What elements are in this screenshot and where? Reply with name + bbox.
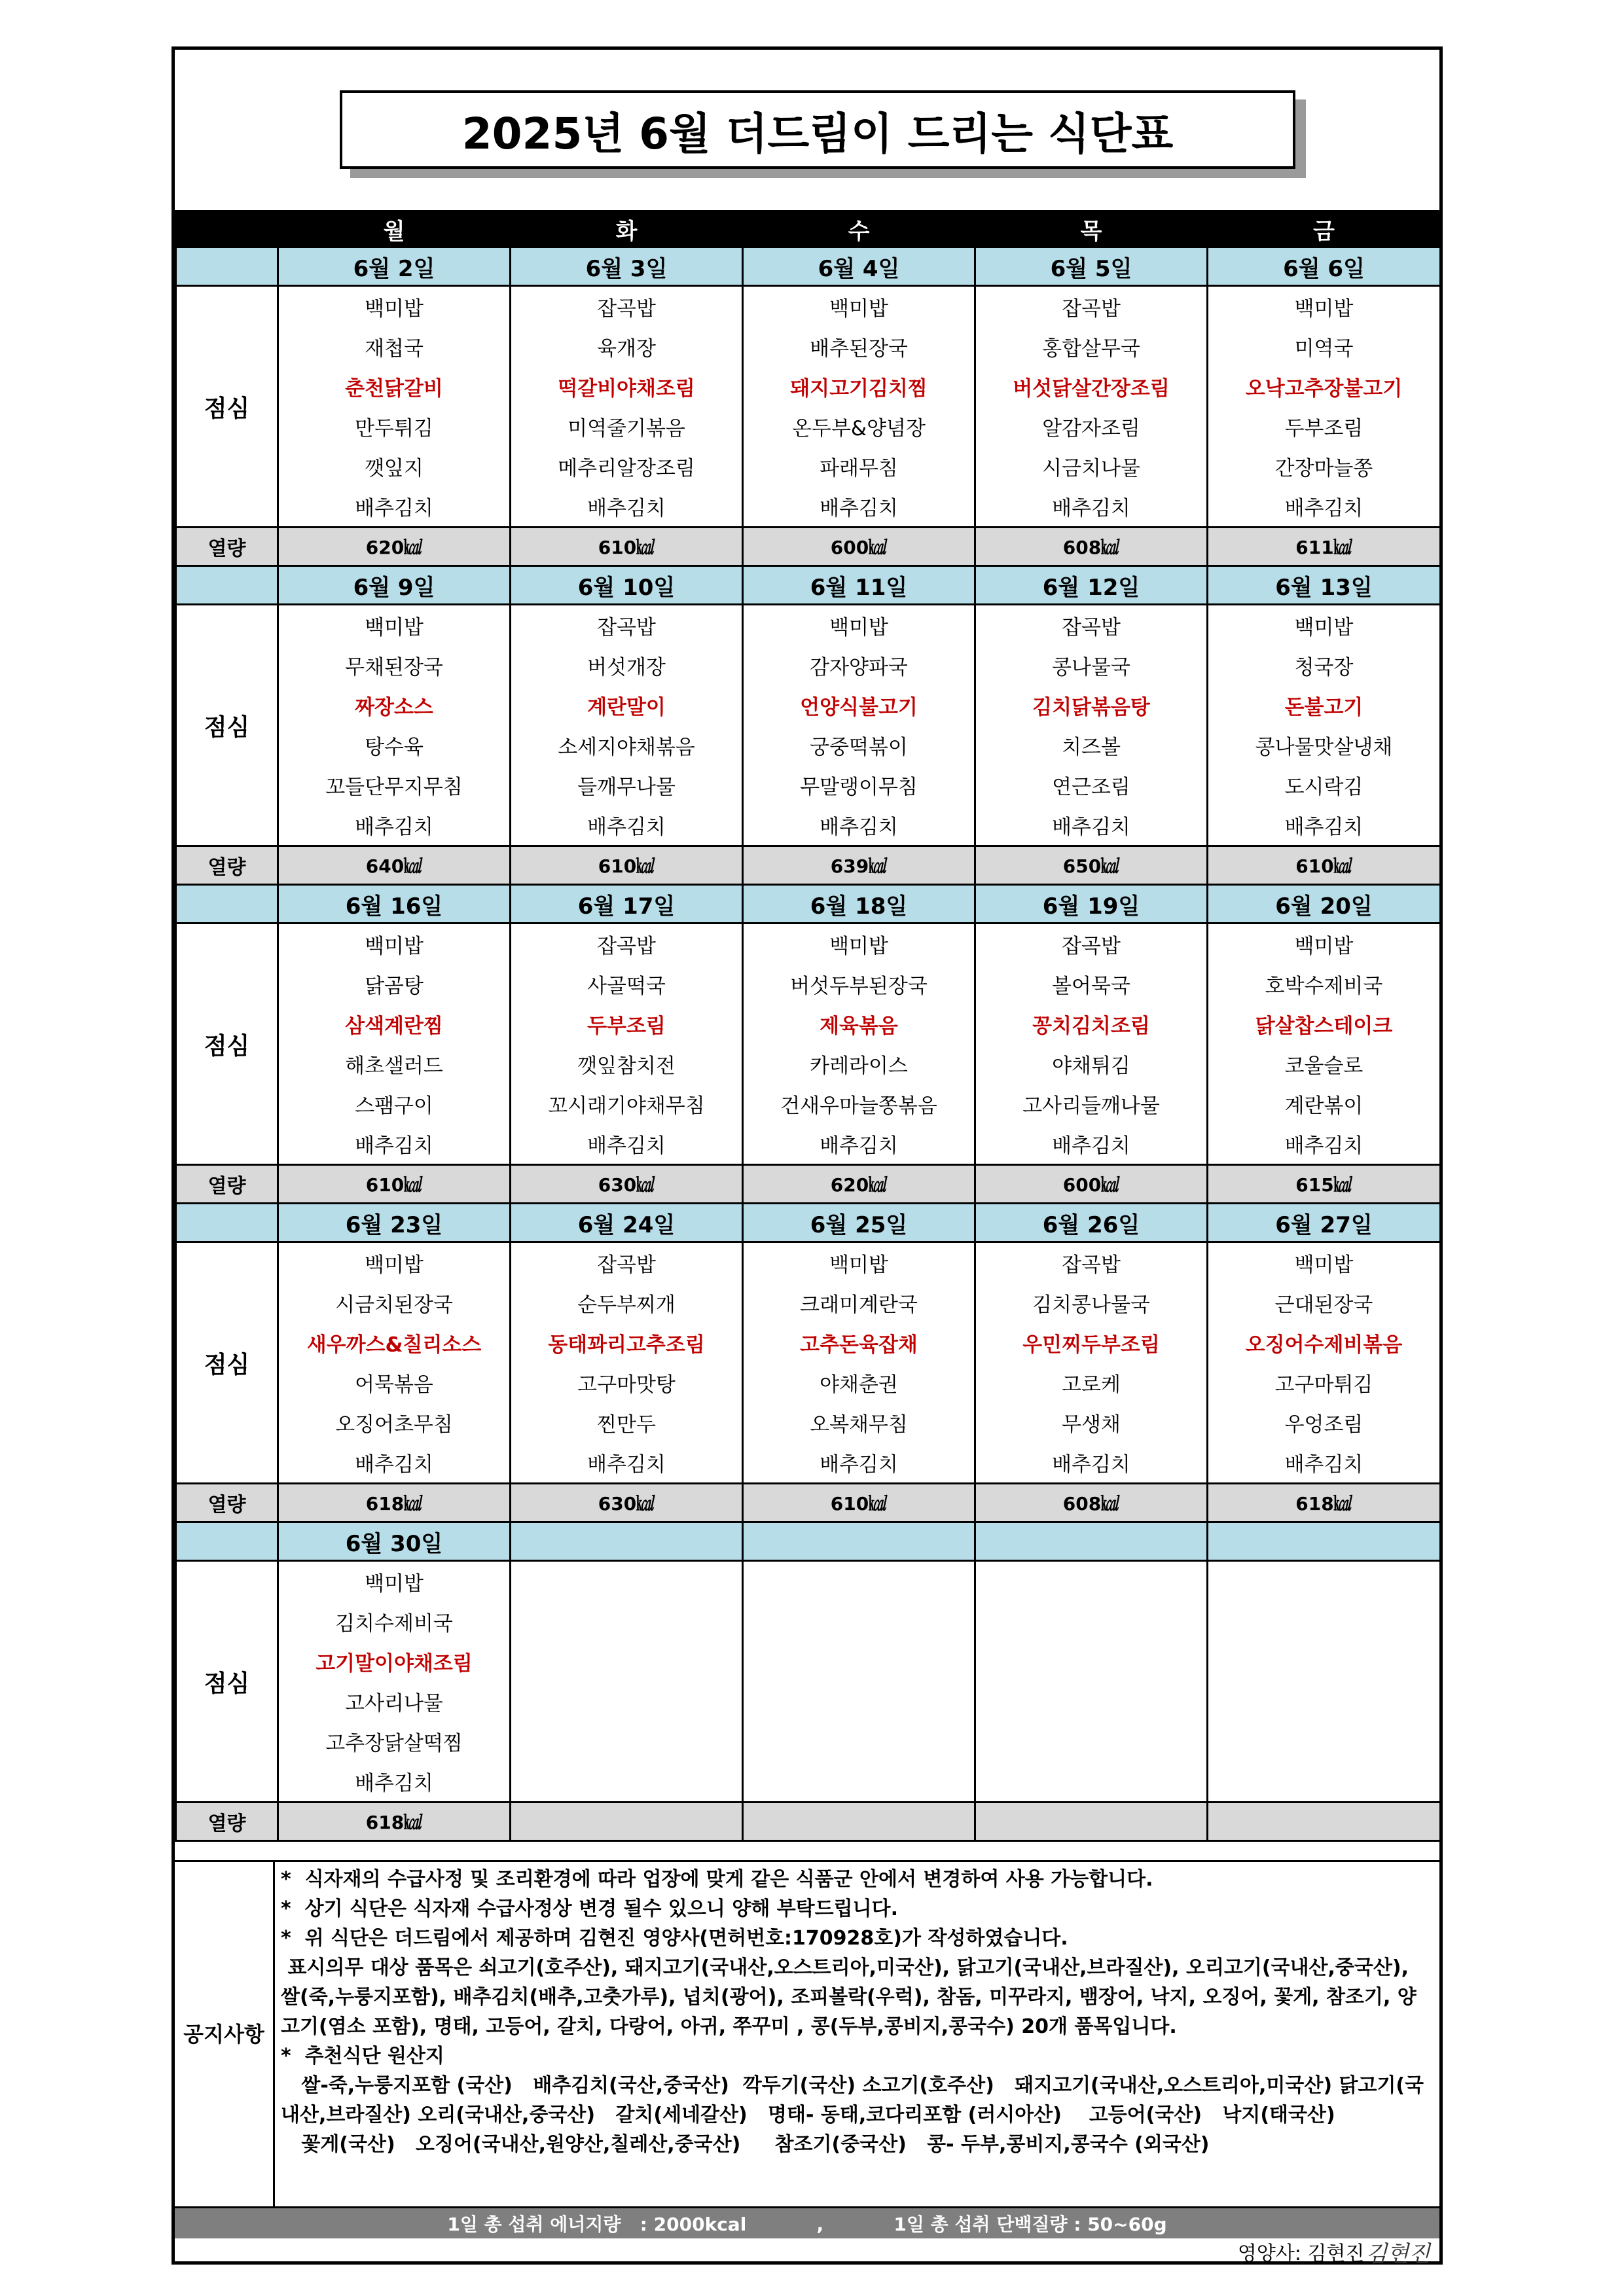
calorie-cell xyxy=(975,1803,1208,1841)
menu-item: 잡곡밥 xyxy=(975,1242,1208,1283)
menu-item: 무채된장국 xyxy=(278,645,511,685)
calorie-label: 열량 xyxy=(176,1803,278,1841)
corner-cell xyxy=(176,211,278,247)
menu-item: 볼어묵국 xyxy=(975,964,1208,1004)
menu-item: 잡곡밥 xyxy=(975,286,1208,327)
menu-item: 파래무침 xyxy=(743,446,975,486)
calorie-cell: 620㎉ xyxy=(743,1165,975,1204)
menu-row xyxy=(176,1124,1441,1165)
menu-item: 연근조림 xyxy=(975,765,1208,805)
menu-item: 고추장닭살떡찜 xyxy=(278,1721,511,1761)
page-title: 2025년 6월 더드림이 드리는 식단표 xyxy=(340,90,1295,169)
calorie-row xyxy=(176,1484,1441,1522)
menu-item: 배추김치 xyxy=(278,486,511,528)
menu-item: 오징어초무침 xyxy=(278,1403,511,1443)
menu-item: 청국장 xyxy=(1208,645,1441,685)
menu-row xyxy=(176,1004,1441,1044)
menu-item: 고구마튀김 xyxy=(1208,1363,1441,1403)
date-cell: 6월 26일 xyxy=(975,1204,1208,1242)
notice-line: 표시의무 대상 품목은 쇠고기(호주산), 돼지고기(국내산,오스트리아,미국산), 닭고기(국내산,브라질산), 오리고기(국내산,중국산), 쌀(죽,누룽지포함), 배추김치(배추,고춧가루), 넙치(광어), 조피볼락(우럭), 참돔, 미꾸라지, 뱀장어, 낙지, 오징어, 꽃게, 참조기, 양고기(염소 포함), 명태, 고등어, 갈치, 다랑어, 아귀, 쭈꾸미 , 콩(두부,콩비지,콩국수) 20개 품목입니다. xyxy=(281,1956,1416,2038)
menu-item: 백미밥 xyxy=(1208,1242,1441,1283)
menu-item xyxy=(975,1721,1208,1761)
menu-item: 무말랭이무침 xyxy=(743,765,975,805)
lunch-label: 점심 xyxy=(176,1242,278,1484)
menu-item: 배추김치 xyxy=(743,1443,975,1484)
menu-item: 재첩국 xyxy=(278,327,511,367)
menu-item xyxy=(511,1761,743,1803)
menu-item: 고로케 xyxy=(975,1363,1208,1403)
calorie-cell: 630㎉ xyxy=(511,1165,743,1204)
menu-item xyxy=(1208,1681,1441,1721)
date-row-blank xyxy=(176,1204,278,1242)
menu-item: 배추김치 xyxy=(278,1761,511,1803)
menu-item: 순두부찌개 xyxy=(511,1283,743,1323)
menu-item: 알감자조림 xyxy=(975,406,1208,446)
menu-item: 버섯두부된장국 xyxy=(743,964,975,1004)
calorie-label: 열량 xyxy=(176,1165,278,1204)
menu-item: 깻잎지 xyxy=(278,446,511,486)
menu-item: 근대된장국 xyxy=(1208,1283,1441,1323)
menu-row xyxy=(176,685,1441,725)
calorie-cell: 610㎉ xyxy=(743,1484,975,1522)
menu-item xyxy=(975,1602,1208,1641)
day-header-cell: 월 xyxy=(278,211,511,247)
menu-row xyxy=(176,964,1441,1004)
menu-item xyxy=(1208,1561,1441,1602)
menu-item: 백미밥 xyxy=(1208,924,1441,965)
menu-row xyxy=(176,924,1441,965)
menu-item: 배추김치 xyxy=(511,1124,743,1165)
menu-item: 동태꽈리고추조림 xyxy=(511,1323,743,1363)
menu-item: 백미밥 xyxy=(278,605,511,646)
notice-label-line: 사항 xyxy=(224,2022,264,2047)
menu-item: 꼬들단무지무침 xyxy=(278,765,511,805)
menu-item: 오복채무침 xyxy=(743,1403,975,1443)
menu-item: 백미밥 xyxy=(278,286,511,327)
menu-item: 제육볶음 xyxy=(743,1004,975,1044)
day-header-cell: 금 xyxy=(1208,211,1441,247)
calorie-cell: 615㎉ xyxy=(1208,1165,1441,1204)
menu-item: 미역줄기볶음 xyxy=(511,406,743,446)
notice-section xyxy=(175,1860,1439,2208)
menu-item: 콩나물국 xyxy=(975,645,1208,685)
menu-row xyxy=(176,286,1441,327)
calorie-cell: 600㎉ xyxy=(743,528,975,566)
menu-row xyxy=(176,446,1441,486)
calorie-cell: 610㎉ xyxy=(1208,846,1441,885)
date-cell: 6월 5일 xyxy=(975,247,1208,286)
menu-item: 백미밥 xyxy=(278,1242,511,1283)
calorie-row xyxy=(176,1803,1441,1841)
menu-item: 잡곡밥 xyxy=(975,924,1208,965)
menu-row xyxy=(176,367,1441,406)
menu-item: 치즈볼 xyxy=(975,725,1208,765)
menu-item xyxy=(743,1761,975,1803)
menu-item: 춘천닭갈비 xyxy=(278,367,511,406)
day-header-row xyxy=(176,211,1441,247)
menu-row xyxy=(176,1084,1441,1124)
date-row xyxy=(176,566,1441,605)
menu-item: 찐만두 xyxy=(511,1403,743,1443)
menu-item: 메추리알장조림 xyxy=(511,446,743,486)
notice-line: * 위 식단은 더드림에서 제공하며 김현진 영양사(면허번호:170928호)가 작성하였습니다. xyxy=(281,1927,1068,1950)
menu-item: 간장마늘쫑 xyxy=(1208,446,1441,486)
menu-row xyxy=(176,406,1441,446)
menu-item: 깻잎참치전 xyxy=(511,1044,743,1084)
menu-item: 돼지고기김치찜 xyxy=(743,367,975,406)
menu-row xyxy=(176,1561,1441,1602)
menu-item: 배추김치 xyxy=(975,1443,1208,1484)
menu-item: 야채춘권 xyxy=(743,1363,975,1403)
menu-item xyxy=(511,1641,743,1681)
menu-item xyxy=(511,1561,743,1602)
calorie-cell: 610㎉ xyxy=(511,846,743,885)
calorie-cell: 610㎉ xyxy=(511,528,743,566)
menu-item: 홍합살무국 xyxy=(975,327,1208,367)
menu-item: 배추김치 xyxy=(975,1124,1208,1165)
menu-row xyxy=(176,1761,1441,1803)
menu-row xyxy=(176,1044,1441,1084)
menu-sheet xyxy=(171,46,1443,2265)
menu-item: 잡곡밥 xyxy=(511,605,743,646)
menu-item xyxy=(743,1561,975,1602)
date-cell xyxy=(1208,1522,1441,1561)
day-header-cell: 화 xyxy=(511,211,743,247)
menu-row xyxy=(176,1363,1441,1403)
menu-item xyxy=(975,1681,1208,1721)
menu-item: 배추김치 xyxy=(975,486,1208,528)
menu-item: 시금치된장국 xyxy=(278,1283,511,1323)
notice-line: 쌀-죽,누룽지포함 (국산) 배추김치(국산,중국산) 깍두기(국산) 소고기(호주산) 돼지고기(국내산,오스트리아,미국산) 닭고기(국내산,브라질산) 오리(국내산,중국산) 갈치(세네갈산) 명태- 동태,코다리포함 (러시아산) 고등어(국산) 낙지(태국산) xyxy=(281,2074,1424,2126)
menu-item xyxy=(975,1561,1208,1602)
menu-item xyxy=(1208,1641,1441,1681)
date-cell: 6월 30일 xyxy=(278,1522,511,1561)
calorie-cell: 611㎉ xyxy=(1208,528,1441,566)
menu-item: 만두튀김 xyxy=(278,406,511,446)
menu-item: 계란말이 xyxy=(511,685,743,725)
menu-item: 배추김치 xyxy=(278,1443,511,1484)
calorie-cell: 618㎉ xyxy=(278,1803,511,1841)
menu-row xyxy=(176,1443,1441,1484)
menu-row xyxy=(176,327,1441,367)
date-row-blank xyxy=(176,1522,278,1561)
menu-item: 백미밥 xyxy=(1208,605,1441,646)
menu-item xyxy=(511,1721,743,1761)
menu-item: 건새우마늘쫑볶음 xyxy=(743,1084,975,1124)
calorie-row xyxy=(176,1165,1441,1204)
menu-item xyxy=(1208,1761,1441,1803)
menu-item: 배추김치 xyxy=(743,805,975,846)
lunch-label: 점심 xyxy=(176,1561,278,1803)
date-row-blank xyxy=(176,885,278,924)
menu-row xyxy=(176,1641,1441,1681)
daily-intake-bar: 1일 총 섭취 에너지량 : 2000kcal , 1일 총 섭취 단백질량 : 50~60g xyxy=(175,2208,1439,2238)
calorie-cell: 630㎉ xyxy=(511,1484,743,1522)
date-cell: 6월 25일 xyxy=(743,1204,975,1242)
menu-item: 돈불고기 xyxy=(1208,685,1441,725)
calorie-cell: 639㎉ xyxy=(743,846,975,885)
menu-item: 계란볶이 xyxy=(1208,1084,1441,1124)
date-cell: 6월 13일 xyxy=(1208,566,1441,605)
menu-item: 스팸구이 xyxy=(278,1084,511,1124)
menu-item: 배추김치 xyxy=(743,1124,975,1165)
date-cell: 6월 24일 xyxy=(511,1204,743,1242)
menu-item: 우민찌두부조림 xyxy=(975,1323,1208,1363)
calorie-row xyxy=(176,528,1441,566)
menu-item: 배추김치 xyxy=(511,486,743,528)
calorie-cell: 620㎉ xyxy=(278,528,511,566)
menu-item: 해초샐러드 xyxy=(278,1044,511,1084)
menu-item: 백미밥 xyxy=(278,1561,511,1602)
menu-item xyxy=(511,1681,743,1721)
menu-item: 꽁치김치조림 xyxy=(975,1004,1208,1044)
menu-item: 버섯개장 xyxy=(511,645,743,685)
menu-row xyxy=(176,645,1441,685)
date-cell: 6월 23일 xyxy=(278,1204,511,1242)
menu-item xyxy=(975,1641,1208,1681)
menu-item: 도시락김 xyxy=(1208,765,1441,805)
menu-item: 궁중떡볶이 xyxy=(743,725,975,765)
date-cell: 6월 2일 xyxy=(278,247,511,286)
date-row xyxy=(176,1522,1441,1561)
calorie-label: 열량 xyxy=(176,846,278,885)
menu-item: 짜장소스 xyxy=(278,685,511,725)
lunch-label: 점심 xyxy=(176,286,278,528)
notice-line: 꽃게(국산) 오징어(국내산,원양산,칠레산,중국산) 참조기(중국산) 콩- 두부,콩비지,콩국수 (외국산) xyxy=(281,2133,1210,2156)
menu-item xyxy=(1208,1721,1441,1761)
menu-item: 김치수제비국 xyxy=(278,1602,511,1641)
calorie-cell: 608㎉ xyxy=(975,528,1208,566)
calorie-cell xyxy=(511,1803,743,1841)
notice-line: * 상기 식단은 식자재 수급사정상 변경 될수 있으니 양해 부탁드립니다. xyxy=(281,1897,898,1920)
menu-row xyxy=(176,1681,1441,1721)
date-row xyxy=(176,247,1441,286)
menu-item: 육개장 xyxy=(511,327,743,367)
date-cell: 6월 27일 xyxy=(1208,1204,1441,1242)
menu-row xyxy=(176,1242,1441,1283)
menu-item: 김치콩나물국 xyxy=(975,1283,1208,1323)
menu-item: 어묵볶음 xyxy=(278,1363,511,1403)
menu-item: 배추김치 xyxy=(975,805,1208,846)
menu-item xyxy=(743,1681,975,1721)
menu-item: 백미밥 xyxy=(743,1242,975,1283)
menu-item: 배추김치 xyxy=(1208,1443,1441,1484)
calorie-cell xyxy=(1208,1803,1441,1841)
menu-item: 야채튀김 xyxy=(975,1044,1208,1084)
menu-item: 코울슬로 xyxy=(1208,1044,1441,1084)
date-row xyxy=(176,1204,1441,1242)
date-row-blank xyxy=(176,247,278,286)
menu-item: 미역국 xyxy=(1208,327,1441,367)
menu-item xyxy=(975,1761,1208,1803)
date-row xyxy=(176,885,1441,924)
day-header-cell: 수 xyxy=(743,211,975,247)
date-cell: 6월 18일 xyxy=(743,885,975,924)
menu-item: 잡곡밥 xyxy=(511,286,743,327)
menu-item: 오낙고추장불고기 xyxy=(1208,367,1441,406)
calorie-cell: 608㎉ xyxy=(975,1484,1208,1522)
calorie-cell: 618㎉ xyxy=(278,1484,511,1522)
menu-item: 백미밥 xyxy=(1208,286,1441,327)
menu-item: 새우까스&칠리소스 xyxy=(278,1323,511,1363)
date-cell: 6월 17일 xyxy=(511,885,743,924)
menu-item: 호박수제비국 xyxy=(1208,964,1441,1004)
menu-item: 배추된장국 xyxy=(743,327,975,367)
menu-item: 고구마맛탕 xyxy=(511,1363,743,1403)
menu-row xyxy=(176,605,1441,646)
menu-item: 잡곡밥 xyxy=(511,924,743,965)
calorie-label: 열량 xyxy=(176,528,278,566)
menu-item: 닭곰탕 xyxy=(278,964,511,1004)
menu-item: 꼬시래기야채무침 xyxy=(511,1084,743,1124)
menu-item: 오징어수제비볶음 xyxy=(1208,1323,1441,1363)
menu-item: 배추김치 xyxy=(278,1124,511,1165)
date-row-blank xyxy=(176,566,278,605)
date-cell: 6월 20일 xyxy=(1208,885,1441,924)
menu-item: 온두부&양념장 xyxy=(743,406,975,446)
date-cell: 6월 19일 xyxy=(975,885,1208,924)
menu-row xyxy=(176,1602,1441,1641)
menu-item: 두부조림 xyxy=(511,1004,743,1044)
menu-item: 소세지야채볶음 xyxy=(511,725,743,765)
calorie-cell: 650㎉ xyxy=(975,846,1208,885)
date-cell: 6월 16일 xyxy=(278,885,511,924)
menu-row xyxy=(176,725,1441,765)
dietitian-label: 영양사: 김현진 xyxy=(1237,2242,1365,2265)
notice-label xyxy=(175,1862,275,2206)
calorie-cell: 600㎉ xyxy=(975,1165,1208,1204)
menu-item: 고사리나물 xyxy=(278,1681,511,1721)
date-cell: 6월 11일 xyxy=(743,566,975,605)
date-cell: 6월 10일 xyxy=(511,566,743,605)
date-cell xyxy=(975,1522,1208,1561)
menu-item: 닭살찹스테이크 xyxy=(1208,1004,1441,1044)
menu-item: 우엉조림 xyxy=(1208,1403,1441,1443)
menu-item: 배추김치 xyxy=(1208,805,1441,846)
menu-row xyxy=(176,1721,1441,1761)
menu-item: 배추김치 xyxy=(743,486,975,528)
date-cell: 6월 9일 xyxy=(278,566,511,605)
notice-line: * 추천식단 원산지 xyxy=(281,2045,444,2068)
date-cell: 6월 6일 xyxy=(1208,247,1441,286)
menu-row xyxy=(176,486,1441,528)
menu-item: 잡곡밥 xyxy=(511,1242,743,1283)
menu-item: 떡갈비야채조림 xyxy=(511,367,743,406)
menu-item: 삼색계란찜 xyxy=(278,1004,511,1044)
menu-item xyxy=(743,1641,975,1681)
menu-item: 잡곡밥 xyxy=(975,605,1208,646)
notice-line: * 식자재의 수급사정 및 조리환경에 따라 업장에 맞게 같은 식품군 안에서 변경하여 사용 가능합니다. xyxy=(281,1868,1153,1891)
menu-row xyxy=(176,1323,1441,1363)
menu-item: 무생채 xyxy=(975,1403,1208,1443)
calorie-cell: 640㎉ xyxy=(278,846,511,885)
menu-item: 배추김치 xyxy=(1208,1124,1441,1165)
menu-item xyxy=(1208,1602,1441,1641)
menu-item: 버섯닭살간장조림 xyxy=(975,367,1208,406)
menu-item: 시금치나물 xyxy=(975,446,1208,486)
menu-item: 백미밥 xyxy=(743,286,975,327)
menu-row xyxy=(176,765,1441,805)
menu-item: 김치닭볶음탕 xyxy=(975,685,1208,725)
lunch-label: 점심 xyxy=(176,605,278,846)
menu-item: 배추김치 xyxy=(278,805,511,846)
menu-item: 고추돈육잡채 xyxy=(743,1323,975,1363)
menu-item: 카레라이스 xyxy=(743,1044,975,1084)
menu-item xyxy=(743,1721,975,1761)
date-cell: 6월 4일 xyxy=(743,247,975,286)
menu-item: 탕수육 xyxy=(278,725,511,765)
date-cell xyxy=(743,1522,975,1561)
calorie-label: 열량 xyxy=(176,1484,278,1522)
notice-body xyxy=(281,1865,1433,2159)
calorie-cell: 610㎉ xyxy=(278,1165,511,1204)
calorie-row xyxy=(176,846,1441,885)
menu-item: 배추김치 xyxy=(511,1443,743,1484)
menu-row xyxy=(176,1283,1441,1323)
menu-item: 콩나물맛살냉채 xyxy=(1208,725,1441,765)
menu-item xyxy=(511,1602,743,1641)
menu-item: 사골떡국 xyxy=(511,964,743,1004)
menu-item: 고사리들깨나물 xyxy=(975,1084,1208,1124)
menu-item: 크래미계란국 xyxy=(743,1283,975,1323)
date-cell: 6월 3일 xyxy=(511,247,743,286)
calorie-cell: 618㎉ xyxy=(1208,1484,1441,1522)
menu-item: 고기말이야채조림 xyxy=(278,1641,511,1681)
menu-item: 감자양파국 xyxy=(743,645,975,685)
menu-item: 백미밥 xyxy=(278,924,511,965)
lunch-label: 점심 xyxy=(176,924,278,1165)
date-cell xyxy=(511,1522,743,1561)
menu-item: 백미밥 xyxy=(743,605,975,646)
menu-row xyxy=(176,1403,1441,1443)
day-header-cell: 목 xyxy=(975,211,1208,247)
menu-row xyxy=(176,805,1441,846)
menu-item: 들깨무나물 xyxy=(511,765,743,805)
notice-label-line: 공지 xyxy=(183,2022,224,2047)
date-cell: 6월 12일 xyxy=(975,566,1208,605)
calorie-cell xyxy=(743,1803,975,1841)
menu-item xyxy=(743,1602,975,1641)
menu-item: 두부조림 xyxy=(1208,406,1441,446)
menu-item: 배추김치 xyxy=(511,805,743,846)
menu-item: 배추김치 xyxy=(1208,486,1441,528)
handwritten-signature: 김현진 xyxy=(1365,2240,1430,2267)
dietitian-signature-line xyxy=(1237,2240,1430,2267)
menu-item: 백미밥 xyxy=(743,924,975,965)
menu-table xyxy=(175,210,1441,1842)
menu-item: 언양식불고기 xyxy=(743,685,975,725)
